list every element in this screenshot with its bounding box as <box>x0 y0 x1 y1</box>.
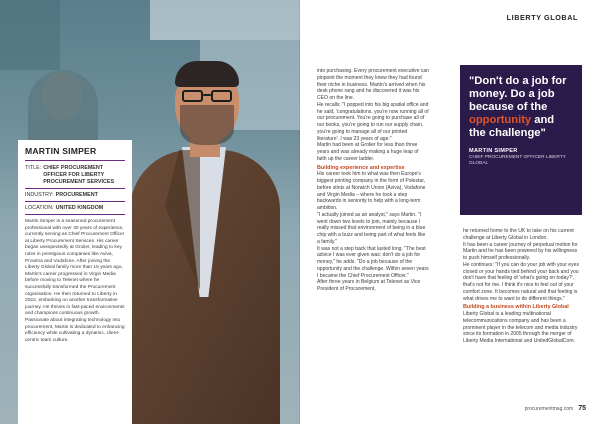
paragraph: into purchasing. Every procurement executive can pinpoint the moment they knew they had found their niche in business. Martin's arrived when his desk phone rang and he discovered it was his CEO on the line. <box>317 68 429 101</box>
profile-title-label: TITLE: <box>25 165 42 171</box>
profile-location-value: UNITED KINGDOM <box>55 205 104 211</box>
profile-title-value: CHIEF PROCUREMENT OFFICER FOR LIBERTY PROCUREMENT SERVICES <box>43 165 115 185</box>
paragraph: After three years in Belgium at Telenet as Vice President of Procurement, <box>317 279 421 292</box>
paragraph: Liberty Global is a leading multinational telecommunications company and has been a prominent player in the telecom and media industry since its formation in 2005 through the merger of Liberty Media International and UnitedGlobalCom. <box>463 311 578 344</box>
hair <box>175 61 239 87</box>
pull-quote-name: MARTIN SIMPER <box>469 148 518 154</box>
profile-card <box>18 140 132 424</box>
profile-bio: Martin Simper is a seasoned procurement professional with over 30 years of experience, currently serving as Chief Procurement Officer at Liberty Procurement Services. His career began unexpectedly at Grolier, leading to key roles in prestigious companies like Aviva, Proxima and Vodafone. After joining the Liberty Global family more than 15 years ago, Martin's career progressed in Virgin Media before moving to Telenet where he successfully transformed the Procurement organisation. He then returned to Liberty in 2022, embarking on another transformative journey. He thrives in fast-paced environments and champions continuous growth. Passionate about integrating technology into procurement, Martin is dedicated to enhancing efficiency while cultivating a dynamic, client-centric team culture. <box>25 219 125 343</box>
profile-location-field <box>25 204 125 215</box>
profile-industry-value: PROCUREMENT <box>55 192 98 198</box>
portrait-figure <box>120 55 300 424</box>
footer-site: procurementmag.com <box>524 406 574 412</box>
profile-name: MARTIN SIMPER <box>25 146 125 161</box>
profile-title-field <box>25 164 125 189</box>
page-number: 75 <box>578 405 586 412</box>
paragraph: he returned home to the UK to take on his current challenge at Liberty Global in London. <box>463 228 574 241</box>
pull-quote <box>460 65 582 215</box>
profile-industry-label: INDUSTRY: <box>25 192 54 198</box>
subheading: Building a business within Liberty Global <box>463 304 569 311</box>
profile-industry-field <box>25 191 125 202</box>
running-header: LIBERTY GLOBAL <box>506 13 578 22</box>
pull-quote-text <box>469 75 573 140</box>
pull-quote-text-end: and the challenge" <box>469 114 555 139</box>
article-page <box>300 0 600 424</box>
paragraph: He recalls: "I popped into his big spatial office and he said, 'congratulations, you're now running all of our procurement. You're going to purchase all of our books, you're going to run our supply chain, you're going to manage all of our printed literature'. I was 23 years of age." <box>317 101 429 142</box>
pull-quote-highlight: opportunity <box>469 114 532 126</box>
background-window <box>0 0 60 70</box>
paragraph: Martin had been at Grolier for less than three years and was already making a huge leap of faith up the career ladder. <box>317 142 419 162</box>
page-footer <box>525 405 586 412</box>
pull-quote-role: CHIEF PROCUREMENT OFFICER LIBERTY GLOBAL <box>469 155 566 166</box>
subheading: Building experience and expertise <box>317 164 405 171</box>
article-column-right <box>463 228 579 345</box>
paragraph: It was not a step back that lasted long. "The best advice I was ever given was: don't do a job for money," he adds. "Do a job because of the opportunity and the challenge. Within seven years I became the Chief Procurement Officer." <box>317 245 429 279</box>
paragraph: It has been a career journey of perpetual motion for Martin and he has been powered by his willingness to push himself professionally. <box>463 241 578 261</box>
profile-location-label: LOCATION: <box>25 205 54 211</box>
paragraph: He continues: "If you can do your job with your eyes closed or your hands tied behind your back and you don't have that feeling of 'what's going on today?', that's not for me. I think it's nice to feel out of your comfort zone. It becomes natural and that feeling is what drives me to want to do different things." <box>463 261 579 302</box>
paragraph: "I actually joined as an analyst," says Martin. "I went down two levels to join, mainly because I really missed that environment of being in a blue chip with a buzz and being part of what feels like a family." <box>317 211 426 245</box>
article-column-left <box>317 68 429 293</box>
background-person-head <box>42 72 82 120</box>
glasses <box>182 90 232 102</box>
background-window <box>150 0 300 40</box>
beard <box>180 105 234 145</box>
pull-quote-text-start: "Don't do a job for money. Do a job because of the <box>469 75 567 113</box>
paragraph: His career took him to what was then Europe's biggest printing company in the form of Polestar, before stints at Norwich Union (Aviva), Vodafone and Virgin Media – where he took a step backwards in seniority to help with a long-term ambition. <box>317 171 426 211</box>
